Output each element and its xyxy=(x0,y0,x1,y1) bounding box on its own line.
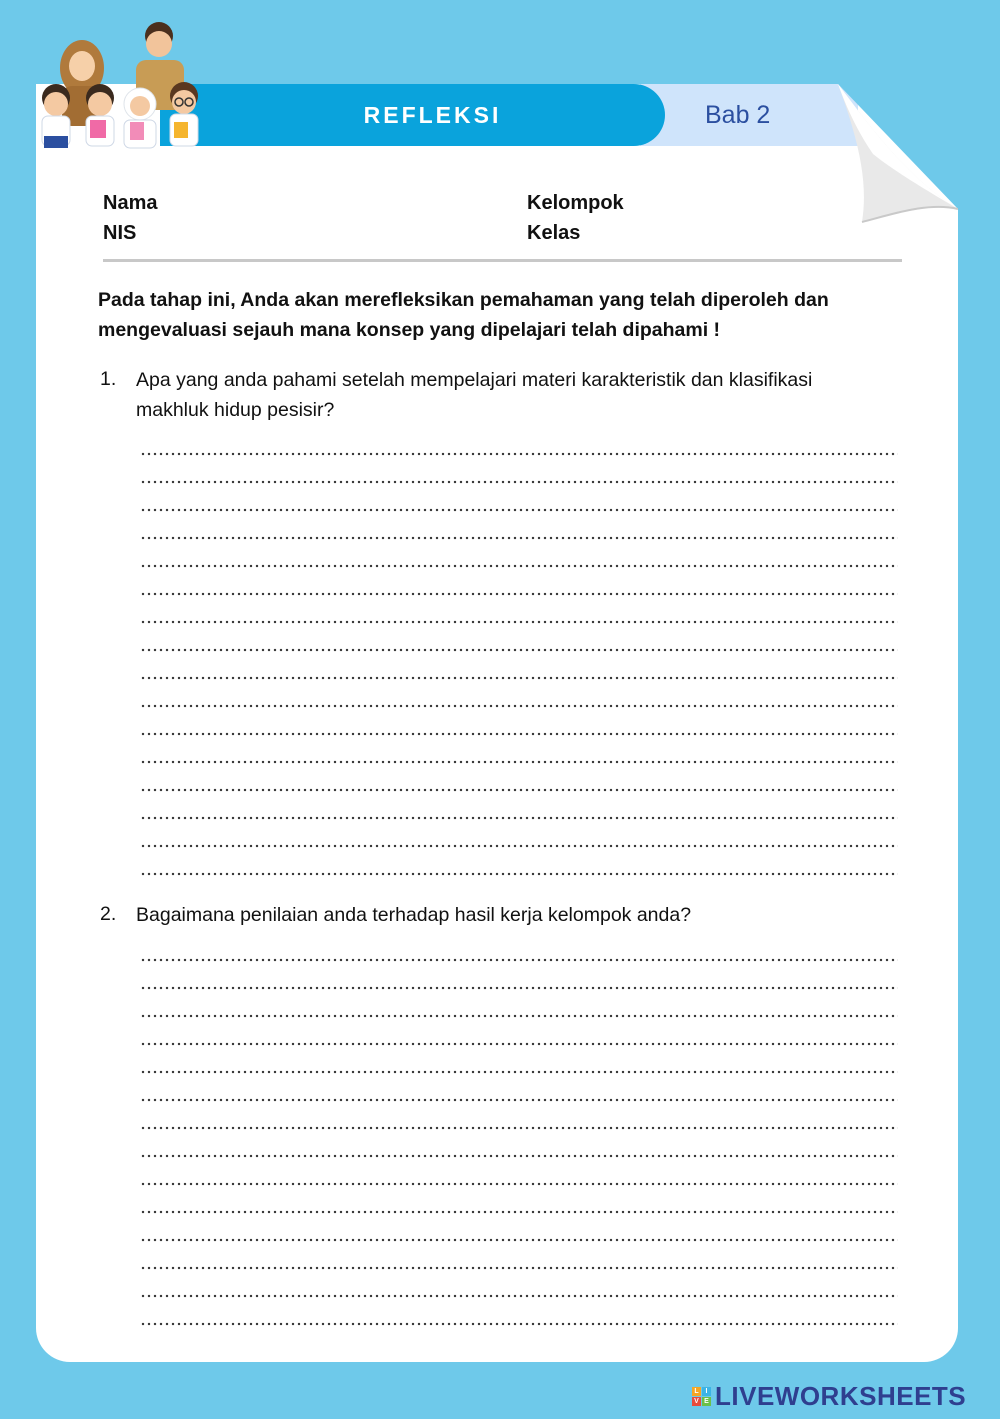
answer-line[interactable] xyxy=(140,848,898,876)
question-1-number: 1. xyxy=(100,368,117,390)
field-nama: Nama xyxy=(103,192,158,214)
answer-line[interactable] xyxy=(140,1074,898,1102)
answer-line[interactable] xyxy=(140,708,898,736)
answer-line[interactable] xyxy=(140,1018,898,1046)
answer-line[interactable] xyxy=(140,820,898,848)
answer-line[interactable] xyxy=(140,568,898,596)
liveworksheets-logo-icon: L I V E xyxy=(692,1387,711,1406)
answer-line[interactable] xyxy=(140,1186,898,1214)
answer-line[interactable] xyxy=(140,624,898,652)
header-divider xyxy=(103,259,902,262)
answer-line[interactable] xyxy=(140,596,898,624)
answer-line[interactable] xyxy=(140,1298,898,1326)
answer-line[interactable] xyxy=(140,736,898,764)
answer-area-1[interactable] xyxy=(140,428,898,876)
chapter-label: Bab 2 xyxy=(705,100,771,129)
answer-line[interactable] xyxy=(140,1102,898,1130)
answer-line[interactable] xyxy=(140,1242,898,1270)
answer-line[interactable] xyxy=(140,1270,898,1298)
answer-line[interactable] xyxy=(140,540,898,568)
field-kelompok: Kelompok xyxy=(527,192,624,214)
students-teachers-illustration xyxy=(24,16,224,150)
liveworksheets-brand: LIVEWORKSHEETS xyxy=(715,1380,967,1411)
answer-line[interactable] xyxy=(140,1130,898,1158)
answer-line[interactable] xyxy=(140,792,898,820)
answer-line[interactable] xyxy=(140,428,898,456)
question-1-text: Apa yang anda pahami setelah mempelajari materi karakteristik dan klasifikasi makhluk hidup pesisir? xyxy=(136,369,813,421)
field-kelas: Kelas xyxy=(527,222,581,244)
intro-text: Pada tahap ini, Anda akan merefleksikan pemahaman yang telah diperoleh dan mengevaluasi sejauh mana konsep yang dipelajari telah dipahami ! xyxy=(98,289,829,341)
answer-area-2[interactable] xyxy=(140,934,898,1326)
question-2-text: Bagaimana penilaian anda terhadap hasil kerja kelompok anda? xyxy=(136,904,692,926)
answer-line[interactable] xyxy=(140,484,898,512)
answer-line[interactable] xyxy=(140,512,898,540)
answer-line[interactable] xyxy=(140,1046,898,1074)
answer-line[interactable] xyxy=(140,680,898,708)
answer-line[interactable] xyxy=(140,1214,898,1242)
answer-line[interactable] xyxy=(140,456,898,484)
answer-line[interactable] xyxy=(140,652,898,680)
answer-line[interactable] xyxy=(140,1158,898,1186)
answer-line[interactable] xyxy=(140,962,898,990)
field-nis: NIS xyxy=(103,222,137,244)
page-title: REFLEKSI xyxy=(363,101,502,128)
page-curl-decoration xyxy=(838,84,958,224)
answer-line[interactable] xyxy=(140,764,898,792)
question-2-number: 2. xyxy=(100,903,117,925)
answer-line[interactable] xyxy=(140,990,898,1018)
answer-line[interactable] xyxy=(140,934,898,962)
liveworksheets-logo xyxy=(692,1380,966,1412)
